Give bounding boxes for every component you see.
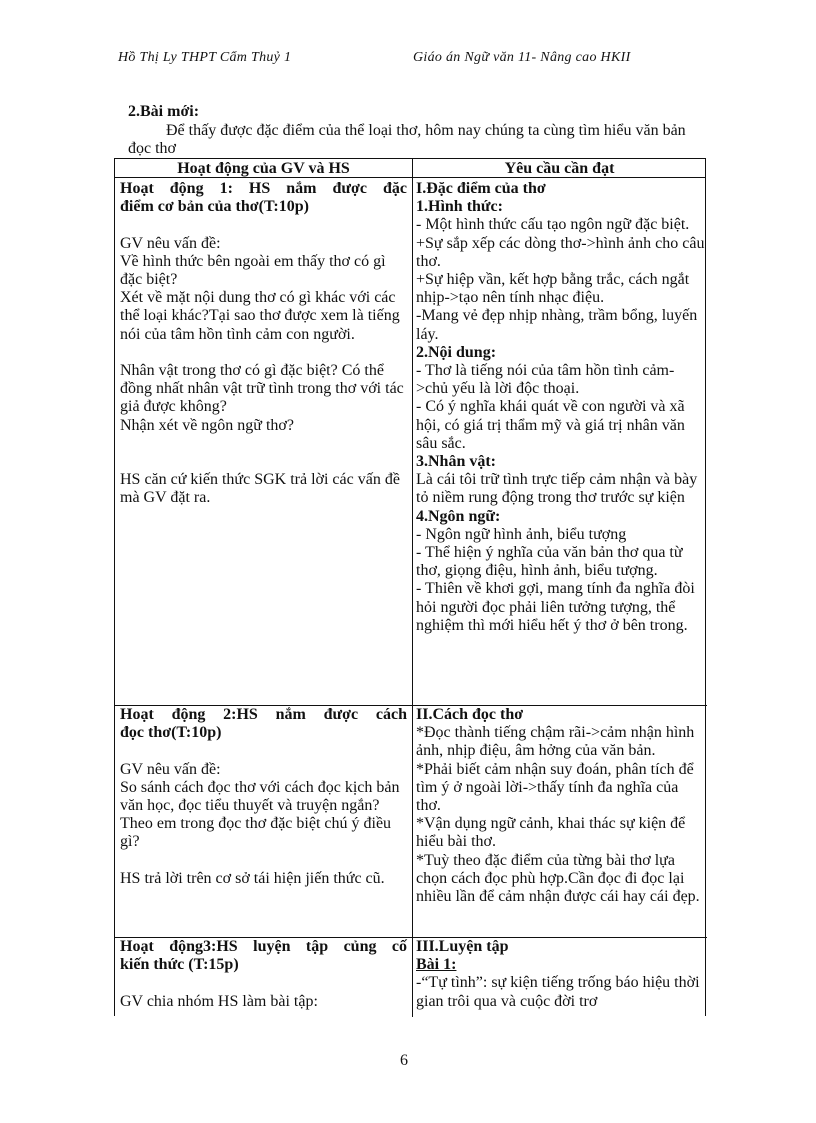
- language-point-1: - Ngôn ngữ hình ảnh, biểu tượng: [416, 525, 627, 543]
- column-header-requirements: Yêu cầu cần đạt: [504, 160, 615, 177]
- content-point-1: - Thơ là tiếng nói của tâm hồn tình cảm->chủ yếu là lời độc thoại.: [416, 362, 675, 398]
- header-document-title: Giáo án Ngữ văn 11- Nâng cao HKII: [413, 50, 631, 65]
- exercise-1-point: -“Tự tình”: sự kiện tiếng trống báo hiệu thời gian trôi qua và cuộc đời trơ: [416, 974, 700, 1010]
- column-divider: [412, 159, 413, 1017]
- subheading-form: 1.Hình thức:: [416, 198, 503, 216]
- row3-requirements-cell: [416, 938, 706, 1011]
- activity-1-subtitle: điểm cơ bản của thơ(T:10p): [120, 198, 309, 216]
- reading-point-1: *Đọc thành tiếng chậm rãi->cảm nhận hình ảnh, nhịp điệu, âm hởng của văn bản.: [416, 724, 695, 760]
- language-point-3: - Thiên về khơi gợi, mang tính đa nghĩa đòi hỏi người đọc phải liên tưởng tượng, thể nghiệm thì mới hiểu hết ý thơ ở bên trong.: [416, 580, 695, 634]
- question-form: Về hình thức bên ngoài em thấy thơ có gì đặc biệt?: [120, 252, 386, 288]
- subheading-content: 2.Nội dung:: [416, 343, 497, 361]
- row1-requirements-cell: [416, 180, 706, 635]
- activity-3-title: Hoạt động3:HS luyện tập củng cố: [120, 938, 407, 955]
- subheading-character: 3.Nhân vật:: [416, 453, 497, 471]
- row2-activities-cell: [120, 706, 407, 888]
- question-content: Xét về mặt nội dung thơ có gì khác với các thể loại khác?Tại sao thơ được xem là tiếng nói của tâm hồn tình cảm con người.: [120, 289, 400, 343]
- section-title: 2.Bài mới:: [128, 103, 200, 120]
- form-point-2: +Sự sắp xếp các dòng thơ->hình ảnh cho câu thơ.: [416, 234, 705, 270]
- reading-point-4: *Tuỳ theo đặc điểm của từng bài thơ lựa chọn cách đọc phù hợp.Cần đọc đi đọc lại nhiều lần để cảm nhận được cái hay cái đẹp.: [416, 851, 700, 906]
- subheading-language: 4.Ngôn ngữ:: [416, 507, 501, 525]
- teacher-question-intro-2: GV nêu vấn đề:: [120, 760, 221, 778]
- activity-2-title: Hoạt động 2:HS nắm được cách: [120, 706, 407, 723]
- page-number: 6: [400, 1052, 408, 1069]
- question-character: Nhân vật trong thơ có gì đặc biệt? Có thể đồng nhất nhân vật trữ tình trong thơ với tác giả được không?: [120, 362, 404, 416]
- activity-2-subtitle: đọc thơ(T:10p): [120, 724, 222, 742]
- character-point-1: Là cái tôi trữ tình trực tiếp cảm nhận và bày tỏ niềm rung động trong thơ trước sự kiện: [416, 471, 698, 507]
- teacher-question-intro: GV nêu vấn đề:: [120, 234, 221, 252]
- row2-requirements-cell: [416, 706, 706, 906]
- reading-point-3: *Vận dụng ngữ cảnh, khai thác sự kiện để hiểu bài thơ.: [416, 815, 686, 851]
- intro-paragraph: Để thấy được đặc điểm của thể loại thơ, hôm nay chúng ta cùng tìm hiểu văn bản đọc thơ: [128, 122, 686, 157]
- reading-point-2: *Phải biết cảm nhận suy đoán, phân tích để tìm ý ở ngoài lời->thấy tính đa nghĩa của thơ.: [416, 760, 694, 815]
- form-point-4: -Mang vẻ đẹp nhịp nhàng, trầm bổng, luyến láy.: [416, 307, 698, 343]
- lesson-table: [114, 158, 706, 1016]
- question-language: Nhận xét về ngôn ngữ thơ?: [120, 416, 294, 434]
- heading-reading-poetry: II.Cách đọc thơ: [416, 706, 524, 723]
- form-point-3: +Sự hiệp vần, kết hợp bằng trắc, cách ngắt nhịp->tạo nên tính nhạc điệu.: [416, 271, 690, 307]
- activity-3-subtitle: kiến thức (T:15p): [120, 956, 239, 974]
- activity-1-title: Hoạt động 1: HS nắm được đặc: [120, 180, 407, 197]
- table-header-row: [115, 159, 705, 178]
- heading-practice: III.Luyện tập: [416, 938, 509, 955]
- form-point-1: - Một hình thức cấu tạo ngôn ngữ đặc biệt.: [416, 216, 690, 234]
- student-answer: HS căn cứ kiến thức SGK trả lời các vấn đề mà GV đặt ra.: [120, 471, 400, 507]
- student-answer-2: HS trả lời trên cơ sở tái hiện jiến thức cũ.: [120, 869, 385, 887]
- group-work-instruction: GV chia nhóm HS làm bài tập:: [120, 992, 318, 1010]
- row1-activities-cell: [120, 180, 407, 508]
- column-header-activities: Hoạt động của GV và HS: [177, 160, 350, 177]
- row3-activities-cell: [120, 938, 407, 1011]
- language-point-2: - Thể hiện ý nghĩa của văn bản thơ qua từ thơ, giọng điệu, hình ảnh, biểu tượng.: [416, 544, 683, 580]
- content-point-2: - Có ý nghĩa khái quát về con người và xã hội, có giá trị thẩm mỹ và giá trị nhân văn sâu sắc.: [416, 398, 685, 452]
- exercise-1-title: Bài 1:: [416, 956, 457, 974]
- question-reading: So sánh cách đọc thơ với cách đọc kịch bản văn học, đọc tiểu thuyết và truyện ngắn?Theo em trong đọc thơ đặc biệt chú ý điều gì?: [120, 778, 400, 851]
- header-author: Hồ Thị Ly THPT Cẩm Thuỷ 1: [118, 50, 292, 65]
- heading-poetry-features: I.Đặc điểm của thơ: [416, 180, 546, 197]
